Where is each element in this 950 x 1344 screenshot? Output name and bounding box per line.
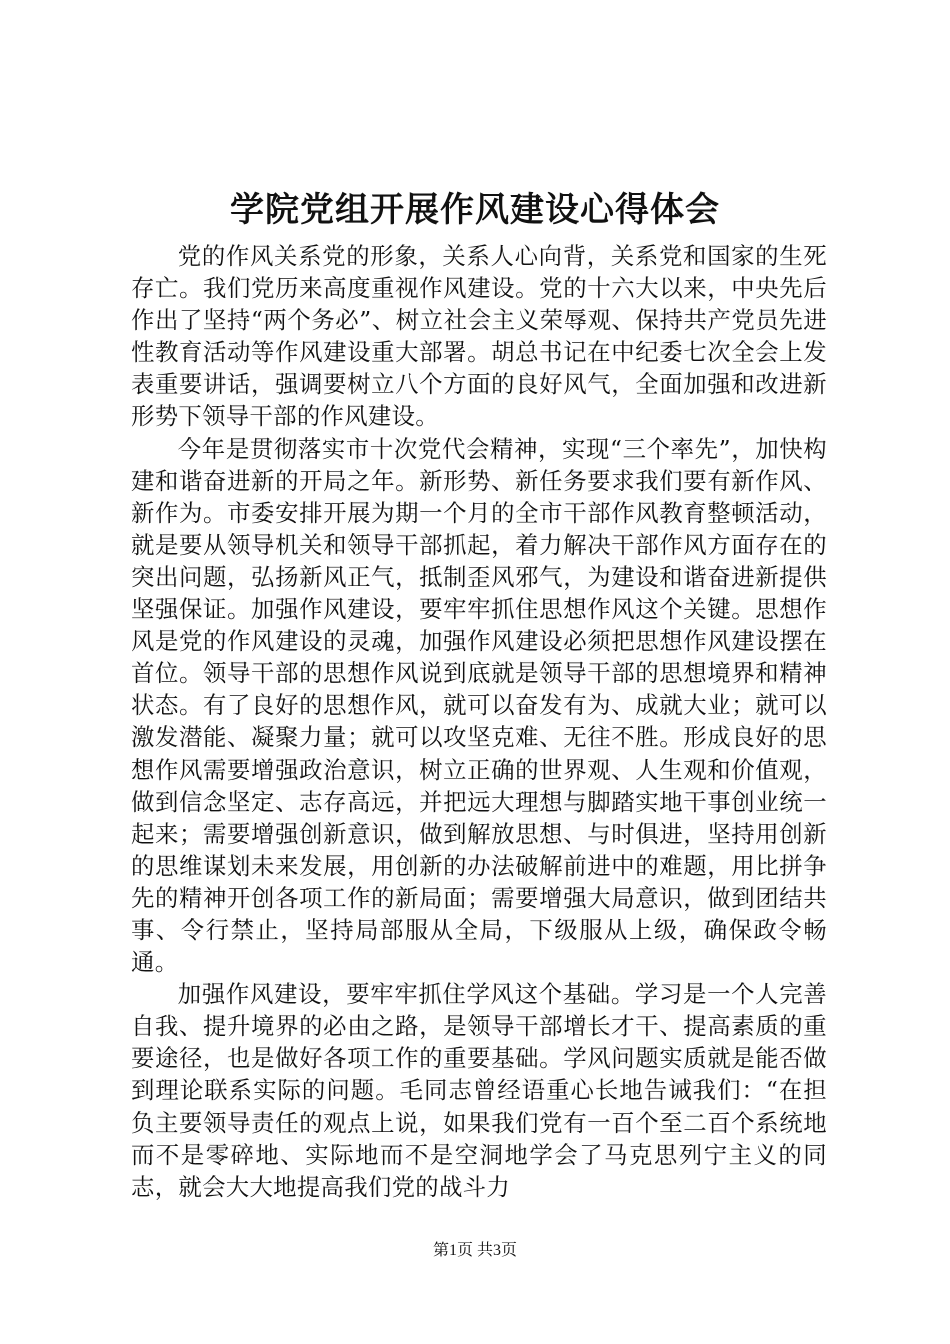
paragraph: 党的作风关系党的形象，关系人心向背，关系党和国家的生死存亡。我们党历来高度重视作风建设。党的十六大以来，中央先后作出了坚持“两个务必”、树立社会主义荣辱观、保持共产党员先进性教育活动等作风建设重大部署。胡总书记在中纪委七次全会上发表重要讲话，强调要树立八个方面的良好风气，全面加强和改进新形势下领导干部的作风建设。: [131, 242, 827, 431]
document-body: [131, 240, 827, 1203]
paragraph: 加强作风建设，要牢牢抓住学风这个基础。学习是一个人完善自我、提升境界的必由之路，是领导干部增长才干、提高素质的重要途径，也是做好各项工作的重要基础。学风问题实质就是能否做到理论联系实际的问题。毛同志曾经语重心长地告诫我们：“在担负主要领导责任的观点上说，如果我们党有一百个至二百个系统地而不是零碎地、实际地而不是空洞地学会了马克思列宁主义的同志，就会大大地提高我们党的战斗力: [131, 980, 827, 1201]
page-footer: 第1页 共3页: [432, 1242, 517, 1259]
paragraph: 今年是贯彻落实市十次党代会精神，实现“三个率先”，加快构建和谐奋进新的开局之年。新形势、新任务要求我们要有新作风、新作为。市委安排开展为期一个月的全市干部作风教育整顿活动，就是要从领导机关和领导干部抓起，着力解决干部作风方面存在的突出问题，弘扬新风正气，抵制歪风邪气，为建设和谐奋进新提供坚强保证。加强作风建设，要牢牢抓住思想作风这个关键。思想作风是党的作风建设的灵魂，加强作风建设必须把思想作风建设摆在首位。领导干部的思想作风说到底就是领导干部的思想境界和精神状态。有了良好的思想作风，就可以奋发有为、成就大业；就可以激发潜能、凝聚力量；就可以攻坚克难、无往不胜。形成良好的思想作风需要增强政治意识，树立正确的世界观、人生观和价值观，做到信念坚定、志存高远，并把远大理想与脚踏实地干事创业统一起来；需要增强创新意识，做到解放思想、与时俱进，坚持用创新的思维谋划未来发展，用创新的办法破解前进中的难题，用比拼争先的精神开创各项工作的新局面；需要增强大局意识，做到团结共事、令行禁止，坚持局部服从全局，下级服从上级，确保政令畅通。: [131, 434, 827, 977]
document-title: 学院党组开展作风建设心得体会: [230, 190, 720, 230]
